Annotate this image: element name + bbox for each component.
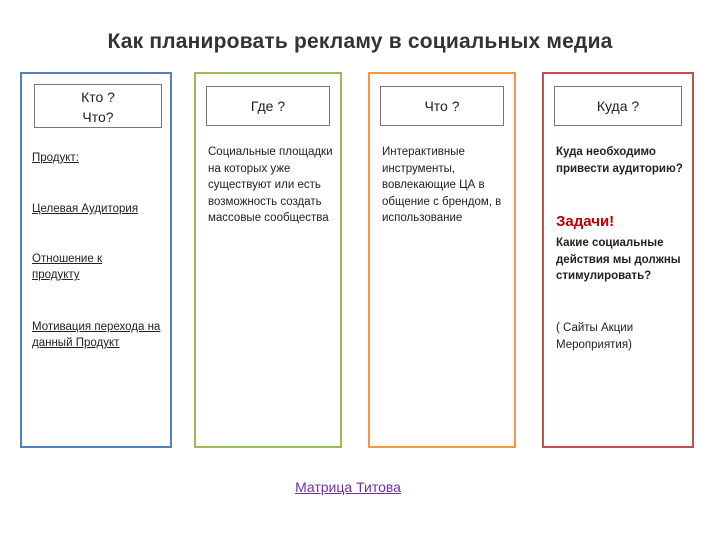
column-where [194, 72, 342, 448]
where-description: Социальные площадки на которых уже существуют или есть возможность создать массовые сообщества [208, 146, 333, 224]
column-header-who-what [34, 84, 162, 128]
column-header-where-to: Куда ? [554, 86, 682, 126]
tasks-label: Задачи! [556, 213, 615, 230]
column-header-where: Где ? [206, 86, 330, 126]
column-header-what: Что ? [380, 86, 504, 126]
footer-link-wrapper [0, 479, 720, 495]
column-who-what [20, 72, 172, 448]
column-what [368, 72, 516, 448]
tasks-examples: ( Сайты Акции Мероприятия) [556, 322, 634, 351]
column-where-to [542, 72, 694, 448]
what-description: Интерактивные инструменты, вовлекающие ЦА в общение с брендом, в использование [382, 146, 502, 224]
page-title: Как планировать рекламу в социальных медиа [107, 30, 613, 53]
where-to-question: Куда необходимо привести аудиторию? [556, 146, 683, 175]
header-who-label: Кто ? [81, 89, 115, 105]
item-product[interactable]: Продукт: [32, 152, 79, 164]
item-motivation[interactable]: Мотивация перехода на данный Продукт [32, 321, 161, 349]
footer-link[interactable]: Матрица Титова [295, 479, 401, 495]
item-attitude[interactable]: Отношение к продукту [32, 253, 102, 281]
tasks-question: Какие социальные действия мы должны стимулировать? [556, 237, 681, 282]
header-what-label: Что? [82, 109, 114, 125]
item-target-audience[interactable]: Целевая Аудитория [32, 203, 139, 215]
